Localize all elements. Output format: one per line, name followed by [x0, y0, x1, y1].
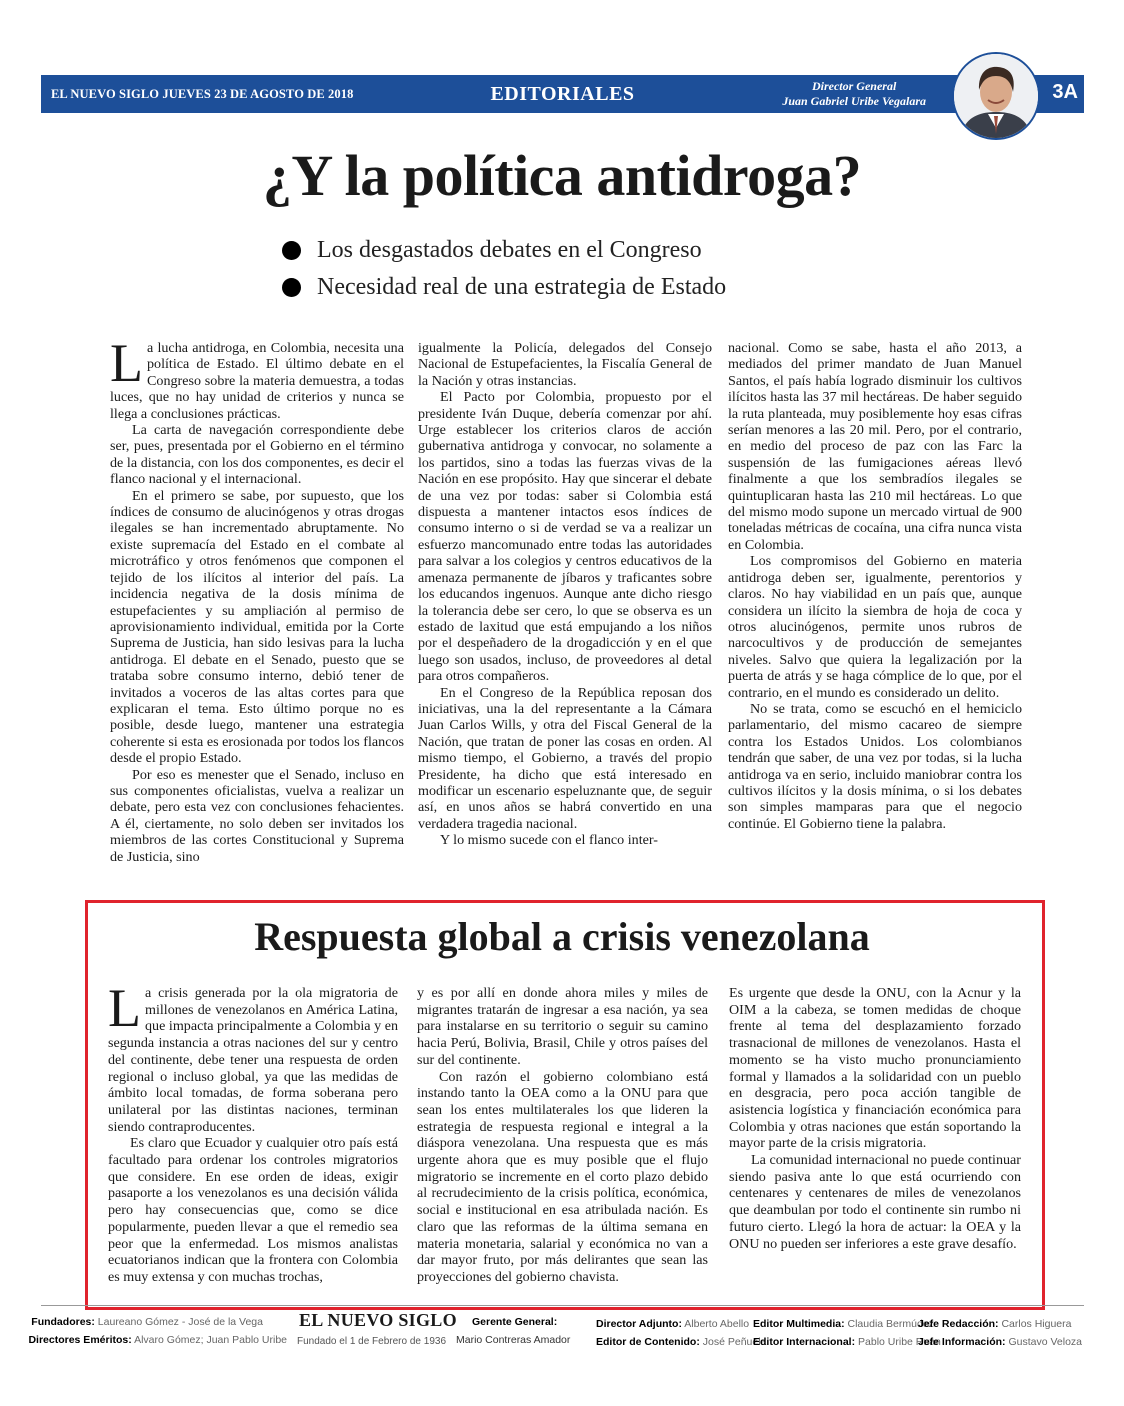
paragraph: Por eso es menester que el Senado, incluso en sus componentes oficialistas, vuelva a realizar un debate, pero esta vez con conclusiones fehacientes. A él, ciertamente, no solo deben ser invitados los miembros de las cortes Constitucional y Suprema de Justicia, sino: [110, 766, 404, 865]
paragraph: y es por allí en donde ahora miles y miles de migrantes tratarán de ingresar a esa nación, ya sea para instalarse en su territorio o seguir su camino hacia Perú, Bolivia, Brasil, Chile y otros países del sur del continente.: [417, 985, 708, 1068]
footer-manager-label: Gerente General:: [472, 1316, 558, 1328]
paragraph: Es claro que Ecuador y cualquier otro país está facultado para ordenar los controles migratorios que considere. En ese orden de ideas, exigir pasaporte a los venezolanos es una decisión válida pero hay consecuencias que, como se dice popularmente, pueden llevar a que el remedio sea peor que la enfermedad. Los mismos analistas ecuatorianos indican que la frontera con Colombia es muy extensa y con muchas trochas,: [108, 1135, 398, 1285]
footer-international-editor: Editor Internacional: Pablo Uribe Ruan: [753, 1336, 941, 1348]
editorial-column-3: [728, 340, 1022, 832]
editorial-title-2: Respuesta global a crisis venezolana: [254, 914, 870, 959]
paragraph: nacional. Como se sabe, hasta el año 2013, a mediados del primer mandato de Juan Manuel Santos, el país había logrado disminuir los cultivos ilícitos hasta las 37 mil hectáreas. De haber seguido la ruta planteada, muy posiblemente hoy esas cifras serían menores a las 20 mil. Pero, por el contrario, en medio del proceso de paz con las Farc la suspensión de las fumigaciones aéreas llevó finalmente a que los sembradíos ilegales se quintuplicaran hasta las 210 mil hectáreas. Lo que del mismo modo supone un mercado virtual de 900 toneladas métricas de cocaína, una cifra nunca vista en Colombia.: [728, 340, 1022, 553]
bullet-dot-icon: [282, 241, 301, 260]
paragraph: igualmente la Policía, delegados del Consejo Nacional de Estupefacientes, la Fiscalía General de la Nación y otras instancias.: [418, 340, 712, 389]
paragraph: Y lo mismo sucede con el flanco inter-: [440, 832, 658, 849]
director-name: Juan Gabriel Uribe Vegalara: [782, 94, 926, 108]
paragraph: El Pacto por Colombia, propuesto por el presidente Iván Duque, debería comenzar por ahí. Urge establecer los criterios claros de acción gubernativa antidroga y convocar, no solamente a los partidos, sino a todas las fuerzas vivas de la Nación en ese propósito. Hay que sincerar el debate de una vez por todas: saber si Colombia está dispuesta a mantener intactos esos índices de consumo interno o si de verdad se va a realizar un esfuerzo mancomunado entre todas las autoridades para salvar a los colegios y centros educativos de la amenaza permanente de jíbaros y traficantes sobre los educandos ingenuos. Aunque ante dicho riesgo la tolerancia debe ser cero, lo que se observa es un estado de laxitud que está empujando a los niños por el despeñadero de la drogadicción y en el que luego son usados, incluso, de proveedores al detal para otros compañeros.: [418, 389, 712, 685]
editorial-column-2: [418, 340, 712, 849]
paragraph: La carta de navegación correspondiente debe ser, pues, presentada por el Gobierno en el término de la distancia, con los dos componentes, es decir el flanco nacional y el internacional.: [110, 422, 404, 488]
editorial2-column-1: [108, 978, 398, 1286]
director-role: Director General: [811, 79, 897, 93]
paragraph: La lucha antidroga, en Colombia, necesita una política de Estado. El último debate en el Congreso sobre la materia demuestra, a todas luces, que no hay unidad de criterios y nunca se llega a conclusiones prácticas.: [110, 333, 404, 422]
editorial2-column-2: [417, 985, 708, 1286]
paragraph: Los compromisos del Gobierno en materia antidroga deben ser, igualmente, perentorios y claros. No hay viabilidad en un país que, aunque considera un ilícito la siembra de hoja de coca y otros alucinógenos, permite unos rubros de narcocultivos y de producción de semejantes niveles. Salvo que quiera la legalización por la puerta de atrás y se haga cómplice de lo que, por el contrario, en el mundo es considerado un delito.: [728, 553, 1022, 701]
director-credit: [782, 79, 926, 109]
page-number: 3A: [1052, 81, 1078, 103]
header-date: JUEVES 23 DE AGOSTO DE 2018: [162, 87, 354, 101]
paragraph: Con razón el gobierno colombiano está instando tanto la OEA como a la ONU para que sean los entes multilaterales los que lideren la estrategia de respuesta regional e integral a la diáspora venezolana. Una respuesta que es más urgente ahora que es muy posible que el flujo migratorio se incremente en el corto plazo debido al recrudecimiento de la crisis política, económica, social e institucional en esa atribulada nación. Es claro que las reformas de la última semana en materia monetaria, salarial y económica no van a dar mayor fruto, por más delirantes que sean las proyecciones del gobierno chavista.: [417, 1068, 708, 1285]
section-title: EDITORIALES: [490, 83, 635, 105]
header-paper-date: [51, 87, 353, 102]
page-header: [41, 75, 1084, 113]
editorial-subtitles: [282, 232, 726, 306]
footer-information-chief: Jefe Información: Gustavo Veloza: [918, 1336, 1082, 1348]
editorial-column-1: [110, 333, 404, 865]
drop-cap: L: [108, 978, 141, 1038]
subtitle-bullet: Necesidad real de una estrategia de Estado: [282, 269, 726, 306]
footer-content-editor: Editor de Contenido: José Peñuela: [596, 1336, 767, 1348]
footer-deputy-director: Director Adjunto: Alberto Abello: [596, 1318, 750, 1330]
editorial2-column-3: [729, 985, 1021, 1252]
director-photo-avatar: [952, 52, 1040, 140]
footer-manager: Mario Contreras Amador: [456, 1334, 571, 1346]
paragraph: La crisis generada por la ola migratoria de millones de venezolanos en América Latina, que impacta principalmente a Colombia y en segunda instancia a otras naciones del sur y centro del continente, debe tener una respuesta de orden regional o incluso global, ya que las medidas de ámbito local tomadas, de forma soberana pero unilateral por las distintas naciones, terminan siendo contraproducentes.: [108, 978, 398, 1135]
footer-founders: Fundadores: Laureano Gómez - José de la Vega: [31, 1316, 263, 1328]
header-paper: EL NUEVO SIGLO: [51, 87, 160, 101]
subtitle-bullet: Los desgastados debates en el Congreso: [282, 232, 726, 269]
newspaper-logo: EL NUEVO SIGLO: [299, 1310, 457, 1330]
footer-multimedia-editor: Editor Multimedia: Claudia Bermúdez: [753, 1318, 934, 1330]
paragraph: La comunidad internacional no puede continuar siendo pasiva ante lo que está ocurriendo con centenares y centenares de miles de venezolanos que deambulan por todo el continente sin rumbo ni futuro cierto. Llegó la hora de actuar: la OEA y la ONU no pueden ser inferiores a este grave desafío.: [729, 1152, 1021, 1252]
paragraph: En el primero se sabe, por supuesto, que los índices de consumo de alucinógenos y otras drogas ilegales se han incrementado abruptamente. No existe supremacía del Estado en el combate al microtráfico y otros fenómenos que componen el tejido de los ilícitos al interior del país. La incidencia negativa de la dosis mínima de estupefacientes y su ampliación al permiso de aprovisionamiento individual, emitida por la Corte Suprema de Justicia, han sido lesivas para la lucha antidroga. El debate en el Senado, puesto que se trataba sobre consumo interno, debió tener de invitados a voceros de las altas cortes para que explicaran el tema. Esto último porque no es posible, desde luego, mantener una estrategia coherente si esta es erosionada por todos los flancos desde el propio Estado.: [110, 487, 404, 767]
footer-newsroom-chief: Jefe Redacción: Carlos Higuera: [918, 1318, 1072, 1330]
drop-cap: L: [110, 333, 143, 393]
paragraph: En el Congreso de la República reposan dos iniciativas, una la del representante a la Cámara Juan Carlos Wills, y otra del Fiscal General de la Nación, que tratan de poner las cosas en orden. Al mismo tiempo, el Gobierno, a través del propio Presidente, ha dicho que está interesado en modificar un escenario espeluznante que, de seguir así, en unos años se habrá convertido en una verdadera tragedia nacional.: [418, 684, 712, 832]
footer-divider: [41, 1305, 1084, 1306]
editorial-title: ¿Y la política antidroga?: [262, 143, 862, 208]
founded-date: Fundado el 1 de Febrero de 1936: [297, 1336, 446, 1347]
paragraph: No se trata, como se escuchó en el hemiciclo parlamentario, del mismo cacareo de siempre contra los Estados Unidos. Los colombianos tendrán que saber, de una vez por todas, si la lucha antidroga va en serio, incluido maniobrar contra los cultivos ilícitos y la dosis mínima, o si los debates son simples mamparas para que el negocio continúe. El Gobierno tiene la palabra.: [728, 700, 1022, 832]
bullet-dot-icon: [282, 278, 301, 297]
footer-emeritus: Directores Eméritos: Alvaro Gómez; Juan Pablo Uribe: [28, 1334, 287, 1346]
paragraph: Es urgente que desde la ONU, con la Acnur y la OIM a la cabeza, se tomen medidas de choque frente al tema del desplazamiento forzado trasnacional de millones de venezolanos. Hasta el momento se ha visto mucho pronunciamiento formal y llamados a la solidaridad con un pueblo en desgracia, pero poca acción tangible de asistencia logística y financiación económica para Colombia y otras naciones que están soportando la mayor parte de la crisis migratoria.: [729, 985, 1021, 1152]
